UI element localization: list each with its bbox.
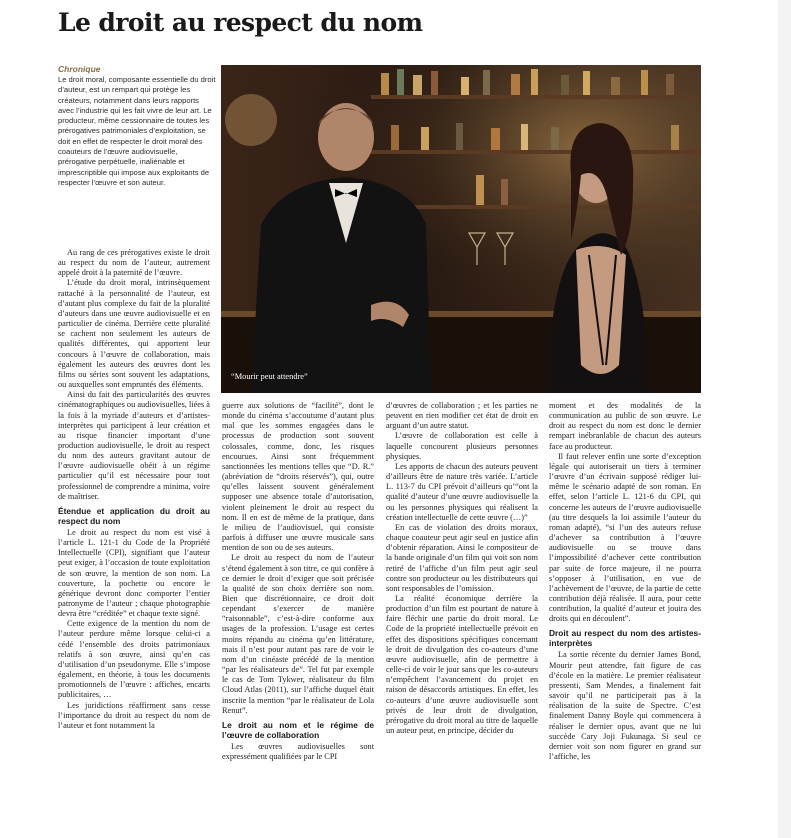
column-3 (386, 401, 538, 838)
paragraph: La réalité économique derrière la production d’un film est pourtant de nature à faire fléchir une partie du droit moral. Le Code de la propriété intellectuelle prévoit en effet des dispositions spécifiques concernant le droit de divulgation des co-auteurs d’une œuvre audiovisuelle, afin de permettre à celle-ci de voir le jour sans que les co-auteurs n’empêchent l’avancement du projet en raison de désaccords artistiques. En effet, les co-auteurs d’une œuvre audiovisuelle sont privés de leur droit de divulgation, prérogative du droit moral au titre de laquelle un auteur peut, en principe, décider du (386, 593, 538, 735)
paragraph: Le droit au respect du nom est visé à l’article L. 121-1 du Code de la Propriété Intellectuelle (CPI), signifiant que l’auteur peut exiger, à l’occasion de toute exploitation de son œuvre, la mention de son nom. La couverture, la pochette ou encore le générique devront donc comporter l’entier patronyme de l’auteur ; chaque photographie devra être “créditée” et chaque texte signé. (58, 527, 210, 619)
paragraph: Les juridictions réaffirment sans cesse l’importance du droit au respect du nom de l’auteur et font notamment la (58, 700, 210, 730)
paragraph: Cette exigence de la mention du nom de l’auteur perdure même lorsque celui-ci a cédé l’ensemble des droits patrimoniaux relatifs à son œuvre, ainsi qu’en cas d’utilisation d’un pseudonyme. Elle s’impose également, en théorie, à tous les documents promotionnels de l’œuvre : affiches, encarts publicitaires, … (58, 619, 210, 700)
section-heading: Droit au respect du nom des artistes-interprètes (549, 628, 701, 649)
paragraph: La sortie récente du dernier James Bond, Mourir peut attendre, fait figure de cas d’école en la matière. Le premier réalisateur pressenti, Sam Mendes, a finalement fait savoir qu’il ne participerait pas à la réalisation de la suite de Spectre. C’est finalement Danny Boyle qui commencera à réaliser le dernier opus, avant que ne lui succède Cary Joji Fukunaga. Si seul ce dernier voit son nom figurer en grand sur l’affiche, les (549, 650, 701, 761)
page-edge (778, 0, 791, 838)
lead-paragraph (58, 64, 216, 188)
section-heading: Étendue et application du droit au respect du nom (58, 505, 210, 526)
kicker: Chronique (58, 64, 101, 74)
paragraph: Ainsi du fait des particularités des œuvres cinématographiques ou audiovisuelles, liées à la fois à la myriade d’auteurs et d’artistes-interprètes qui participent à leur création et au risque financier important d’une production audiovisuelle, le droit au respect du nom des auteurs gravitant autour de l’œuvre audiovisuelle obéit à un régime particulier qu’il est nécessaire pour tout professionnel de comprendre a minima, voire de maîtriser. (58, 390, 210, 501)
article-title: Le droit au respect du nom (58, 8, 423, 37)
paragraph: d’œuvres de collaboration ; et les parties ne peuvent en rien modifier cet état de droit en arguant d’un autre statut. (386, 401, 538, 431)
photo-caption: “Mourir peut attendre” (231, 372, 308, 381)
bar-scene-illustration (221, 65, 701, 393)
article-photo (221, 65, 701, 393)
column-1 (58, 248, 210, 838)
paragraph: guerre aux solutions de “facilité”, dont le monde du cinéma s’accoutume d’autant plus mal que les sommes engagées dans le processus de production sont souvent colossales, comme, donc, les risques encourues. Ainsi sont fréquemment sanctionnées les mentions telles que “D. R.” (abréviation de “droits réservés”), qui, outre qu’elles laissent souvent généralement supposer une absence totale d’autorisation, violent pleinement le droit au respect du nom. Il en est de même de la pratique, dans le milieu de l’audiovisuel, qui consiste parfois à diffuser une œuvre musicale sans mention de son ou de ses auteurs. (222, 401, 374, 553)
lead-text: Le droit moral, composante essentielle du droit d’auteur, est un rempart qui protège les créateurs, notamment dans leurs rapports avec l’industrie qui les fait vivre de leur art. Le producteur, même cessionnaire de toutes les prérogatives patrimoniales d’exploitation, se doit en effet de respecter le droit moral des coauteurs de l’œuvre audiovisuelle, prérogative perpétuelle, inaliénable et imprescriptible qui impose aux exploitants de respecter l’œuvre et son auteur. (58, 75, 216, 187)
paragraph: Les apports de chacun des auteurs peuvent d’ailleurs être de nature très variée. L’article L. 113-7 du CPI prévoit d’ailleurs qu’“ont la qualité d’auteur d’une œuvre audiovisuelle la ou les personnes physiques qui réalisent la création intellectuelle de cette œuvre (…)” (386, 461, 538, 522)
paragraph: Le droit au respect du nom de l’auteur s’étend également à son titre, ce qui confère à ce dernier le droit d’exiger que soit précisée la qualité de son choix derrière son nom. Bien que discrétionnaire, ce droit doit cependant s’exercer de manière “raisonnable”, c’est-à-dire conforme aux usages de la profession. L’usage est certes moins répandu au cinéma qu’en littérature, mais il n’est pour autant pas rare de voir le nom d’un cinéaste précédé de la mention “par les réalisateurs de”. Tel fut par exemple le cas de Tom Tykwer, réalisateur du film Cloud Atlas (2011), sur l’affiche duquel était inscrite la mention “par le réalisateur de Lola Renut”. (222, 553, 374, 715)
paragraph: En cas de violation des droits moraux, chaque coauteur peut agir seul en justice afin d’obtenir réparation. Ainsi le compositeur de la bande originale d’un film qui voit son nom retiré de l’affiche d’un film peut agir seul contre son producteur ou les distributeurs qui sont responsables de l’omission. (386, 522, 538, 593)
paragraph: moment et des modalités de la communication au public de son œuvre. Le droit au respect du nom est donc le dernier rempart inébranlable de chacun des auteurs face au producteur. (549, 401, 701, 451)
paragraph: Les œuvres audiovisuelles sont expressément qualifiées par le CPI (222, 741, 374, 761)
column-2 (222, 401, 374, 838)
paragraph: L’étude du droit moral, intrinsèquement rattaché à la personnalité de l’auteur, est d’autant plus complexe du fait de la pluralité d’auteurs dans une œuvre audiovisuelle et en particulier de cinéma. Derrière cette pluralité se cachent non seulement les auteurs de qualités différentes, qui apportent leur concours à l’œuvre de collaboration, mais également les auteurs des œuvres dont les films ou séries sont souvent les adaptations, ou auxquelles sont empruntés des éléments. (58, 278, 210, 390)
paragraph: L’œuvre de collaboration est celle à laquelle concourent plusieurs personnes physiques. (386, 431, 538, 461)
paragraph: Au rang de ces prérogatives existe le droit au respect du nom de l’auteur, autrement appelé droit à la paternité de l’œuvre. (58, 248, 210, 278)
column-4 (549, 401, 701, 838)
section-heading: Le droit au nom et le régime de l’œuvre de collaboration (222, 719, 374, 740)
paragraph: Il faut relever enfin une sorte d’exception légale qui autoriserait un tiers à terminer l’œuvre d’un écrivain supposé rédiger lui-même le scénario adapté de son roman. En effet, selon l’article L. 121-6 du CPI, qui concerne les auteurs de l’œuvre audiovisuelle (au titre desquels la loi assimile l’auteur du roman adapté), “si l’un des auteurs refuse d’achever sa contribution à l’œuvre audiovisuelle ou se trouve dans l’impossibilité d’achever cette contribution par suite de force majeure, il ne pourra s’opposer à l’utilisation, en vue de l’achèvement de l’œuvre, de la partie de cette contribution déjà réalisée. Il aura, pour cette contribution, la qualité d’auteur et jouira des droits qui en découlent”. (549, 451, 701, 624)
